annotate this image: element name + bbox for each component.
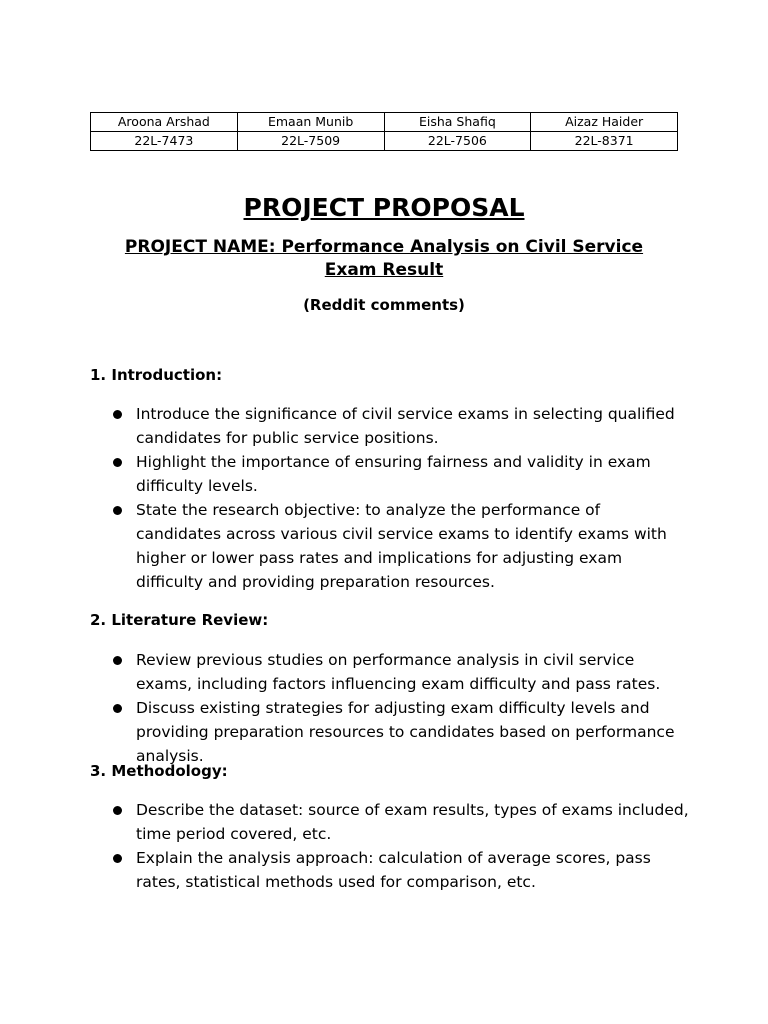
list-item-text: Describe the dataset: source of exam results, types of exams included, time period covered, etc.	[136, 801, 689, 843]
bullet-dot-icon	[113, 410, 122, 419]
subtitle: (Reddit comments)	[303, 296, 465, 314]
list-item-text: Introduce the significance of civil service exams in selecting qualified candidates for public service positions.	[136, 405, 675, 447]
document-title: PROJECT PROPOSAL	[243, 193, 525, 222]
bullet-dot-icon	[113, 854, 122, 863]
list-item	[90, 696, 690, 768]
list-item	[90, 402, 690, 450]
author-id: 22L-8371	[531, 132, 678, 151]
author-name: Eisha Shafiq	[384, 113, 531, 132]
bullet-dot-icon	[113, 704, 122, 713]
bullet-dot-icon	[113, 506, 122, 515]
introduction-list	[90, 402, 690, 594]
bullet-dot-icon	[113, 806, 122, 815]
author-id: 22L-7506	[384, 132, 531, 151]
author-ids-row	[91, 132, 678, 151]
list-item	[90, 798, 690, 846]
section-heading-introduction: 1. Introduction:	[90, 366, 223, 384]
list-item-text: Discuss existing strategies for adjusting exam difficulty levels and providing preparation resources to candidates based on performance analysis.	[136, 699, 675, 765]
author-id: 22L-7509	[237, 132, 384, 151]
section-heading-methodology: 3. Methodology:	[90, 762, 228, 780]
list-item	[90, 450, 690, 498]
literature-review-list	[90, 648, 690, 768]
authors-table	[90, 112, 678, 151]
list-item	[90, 648, 690, 696]
author-name: Emaan Munib	[237, 113, 384, 132]
project-name: PROJECT NAME: Performance Analysis on Civil Service Exam Result	[124, 237, 644, 280]
list-item-text: State the research objective: to analyze the performance of candidates across various civil service exams to identify exams with higher or lower pass rates and implications for adjusting exam difficulty and providing preparation resources.	[136, 501, 667, 591]
bullet-dot-icon	[113, 656, 122, 665]
author-names-row	[91, 113, 678, 132]
author-name: Aroona Arshad	[91, 113, 238, 132]
author-id: 22L-7473	[91, 132, 238, 151]
list-item-text: Highlight the importance of ensuring fairness and validity in exam difficulty levels.	[136, 453, 651, 495]
author-name: Aizaz Haider	[531, 113, 678, 132]
list-item	[90, 498, 690, 594]
list-item	[90, 846, 690, 894]
section-heading-literature-review: 2. Literature Review:	[90, 611, 269, 629]
list-item-text: Explain the analysis approach: calculation of average scores, pass rates, statistical methods used for comparison, etc.	[136, 849, 651, 891]
bullet-dot-icon	[113, 458, 122, 467]
methodology-list	[90, 798, 690, 894]
list-item-text: Review previous studies on performance analysis in civil service exams, including factors influencing exam difficulty and pass rates.	[136, 651, 661, 693]
